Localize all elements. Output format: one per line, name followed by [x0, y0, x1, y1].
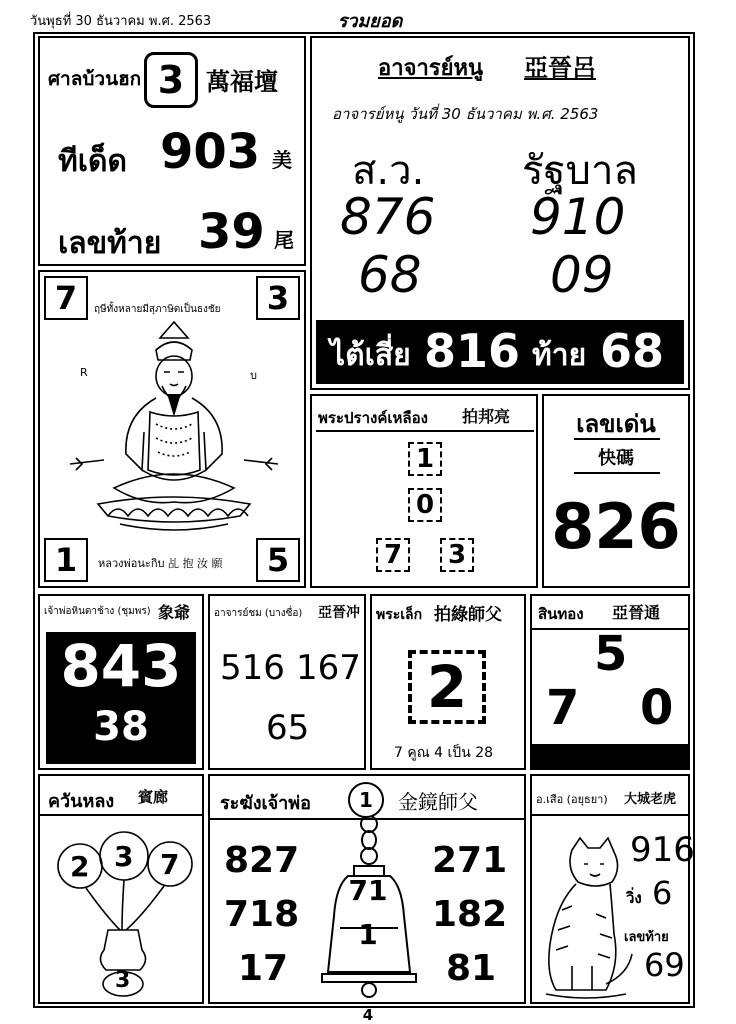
tided-value: 903 — [160, 124, 261, 180]
tided-label: ทีเด็ด — [58, 144, 127, 179]
tail-char: 尾 — [274, 228, 294, 252]
sinthong-panel — [530, 594, 690, 770]
hinta-top: 843 — [60, 632, 182, 700]
ajarnnu-chinese: 亞晉呂 — [524, 54, 596, 82]
ajarnnu-title: อาจารย์หนู — [378, 56, 484, 81]
kwanlong-chinese: 賓廊 — [138, 788, 169, 806]
ajarnnu-right-top: 910 — [530, 188, 626, 246]
tided-char: 美 — [272, 148, 292, 172]
prang-title-rule — [316, 430, 534, 432]
ajarnchom-chinese: 亞晉冲 — [318, 605, 360, 621]
prang-digit-1: 1 — [408, 442, 442, 476]
ajarnchom-b: 167 — [296, 648, 361, 688]
deity-mark-u: บ — [250, 369, 257, 382]
hinta-title: เจ้าพ่อหินตาช้าง (ชุมพร) — [44, 606, 151, 617]
bell-illustration — [314, 816, 424, 1002]
ajarnnu-subtitle: อาจารย์หนู วันที่ 30 ธันวาคม พ.ศ. 2563 — [332, 105, 599, 123]
suea-panel — [530, 774, 695, 1004]
kwanlong-title: ควันหลง — [48, 791, 115, 812]
bell-bottom: 1 — [358, 918, 378, 951]
banner-tail-label: ท้าย — [532, 338, 587, 373]
prang-chinese: 拍邦亮 — [462, 407, 511, 426]
lekden-value: 826 — [551, 490, 681, 563]
rakang-right-1: 271 — [432, 840, 508, 881]
deity-corner-bl: 1 — [44, 538, 88, 582]
rakang-panel — [208, 774, 526, 1004]
ajarnchom-panel — [208, 594, 366, 770]
banner-value: 816 — [424, 324, 521, 378]
deity-panel — [38, 270, 306, 588]
phralek-title: พระเล็ก — [376, 607, 423, 623]
tail-value: 39 — [198, 204, 265, 260]
suea-value: 916 — [630, 830, 695, 870]
rakang-badge: 1 — [348, 782, 384, 818]
suea-rule — [532, 814, 688, 816]
deity-caption-top: ฤษีทั้งหลายมีสุภาษิตเป็นธงชัย — [94, 304, 221, 315]
ajarnnu-right-bottom: 09 — [550, 246, 614, 304]
suea-wing-label: วิ่ง — [626, 889, 642, 907]
hinta-bottom: 38 — [93, 704, 149, 750]
bell-top: 71 — [348, 874, 388, 907]
ajarnnu-banner — [316, 320, 684, 384]
ajarnnu-left-label: ส.ว. — [352, 148, 425, 194]
rakang-left-1: 827 — [224, 840, 300, 881]
ajarnnu-left-bottom: 68 — [358, 246, 422, 304]
deity-corner-tr: 3 — [256, 276, 300, 320]
lekden-chinese: 快碼 — [598, 448, 634, 469]
rakang-right-2: 182 — [432, 894, 508, 935]
lekden-title: เลขเด่น — [576, 410, 656, 438]
suea-wing-value: 6 — [652, 874, 673, 912]
header-brand: รวมยอด — [337, 11, 403, 32]
phralek-footer: 7 คูณ 4 เป็น 28 — [394, 745, 494, 761]
prang-digit-4: 3 — [440, 538, 474, 572]
ajarnchom-a: 516 — [220, 648, 285, 688]
sinthong-right: 0 — [640, 680, 674, 736]
sanbon-badge: 3 — [144, 52, 198, 108]
deity-mark-r: R — [80, 366, 88, 379]
prang-title: พระปรางค์เหลือง — [318, 409, 428, 427]
sanbon-label: ศาลบ้วนฮก — [48, 68, 142, 90]
tail-label: เลขท้าย — [58, 226, 162, 261]
ajarnnu-left-top: 876 — [340, 188, 436, 246]
phralek-chinese: 拍綠師父 — [434, 605, 502, 625]
rakang-title: ระฆังเจ้าพ่อ — [220, 793, 311, 814]
hermit-illustration — [64, 320, 284, 536]
rakang-right-3: 81 — [446, 948, 497, 989]
sinthong-top: 5 — [594, 626, 628, 682]
kwanlong-rule — [40, 814, 202, 816]
ajarnnu-panel — [310, 36, 690, 390]
lekden-panel — [542, 394, 690, 588]
sanbon-chinese: 萬福壇 — [206, 68, 278, 96]
kwanlong-panel — [38, 774, 204, 1004]
ajarnchom-title: อาจารย์ชม (บางซื่อ) — [214, 608, 303, 619]
sinthong-chinese: 亞晉通 — [612, 603, 661, 622]
rakang-chinese: 金鏡師父 — [398, 790, 478, 814]
page-number: 4 — [362, 1006, 374, 1024]
hinta-black-box — [46, 632, 196, 764]
kwanlong-n1: 2 — [70, 850, 90, 883]
hinta-panel — [38, 594, 204, 770]
ajarnchom-c: 65 — [266, 708, 310, 748]
sinthong-left: 7 — [546, 680, 580, 736]
banner-label: ไต้เสี่ย — [330, 338, 411, 373]
deity-corner-tl: 7 — [44, 276, 88, 320]
phralek-panel — [370, 594, 526, 770]
deity-caption-bottom: หลวงพ่อนะกิบ 乩 抱 汝 願 — [98, 557, 223, 570]
kwanlong-n3: 7 — [160, 848, 180, 881]
deity-corner-br: 5 — [256, 538, 300, 582]
kwanlong-n4: 3 — [115, 968, 131, 993]
header-date: วันพุธที่ 30 ธันวาคม พ.ศ. 2563 — [30, 14, 212, 29]
suea-tail-value: 69 — [644, 946, 685, 984]
prang-digit-2: 0 — [408, 488, 442, 522]
tiger-illustration — [536, 834, 636, 1002]
ajarnnu-right-label: รัฐบาล — [522, 148, 638, 194]
sinthong-title: สินทอง — [538, 605, 584, 623]
suea-tail-label: เลขท้าย — [624, 930, 669, 945]
rakang-left-3: 17 — [238, 948, 289, 989]
phralek-value: 2 — [408, 650, 486, 724]
kwanlong-n2: 3 — [114, 840, 134, 873]
sanbon-panel — [38, 36, 306, 266]
banner-tail-value: 68 — [600, 324, 665, 378]
rakang-left-2: 718 — [224, 894, 300, 935]
sinthong-black-bar — [532, 744, 688, 768]
prang-digit-3: 7 — [376, 538, 410, 572]
prang-panel — [310, 394, 538, 588]
suea-chinese: 大城老虎 — [624, 792, 677, 807]
hinta-chinese: 象爺 — [158, 603, 191, 622]
lekden-rule-1 — [574, 438, 660, 440]
suea-title: อ.เสือ (อยุธยา) — [536, 793, 608, 806]
lekden-rule-2 — [574, 472, 660, 474]
